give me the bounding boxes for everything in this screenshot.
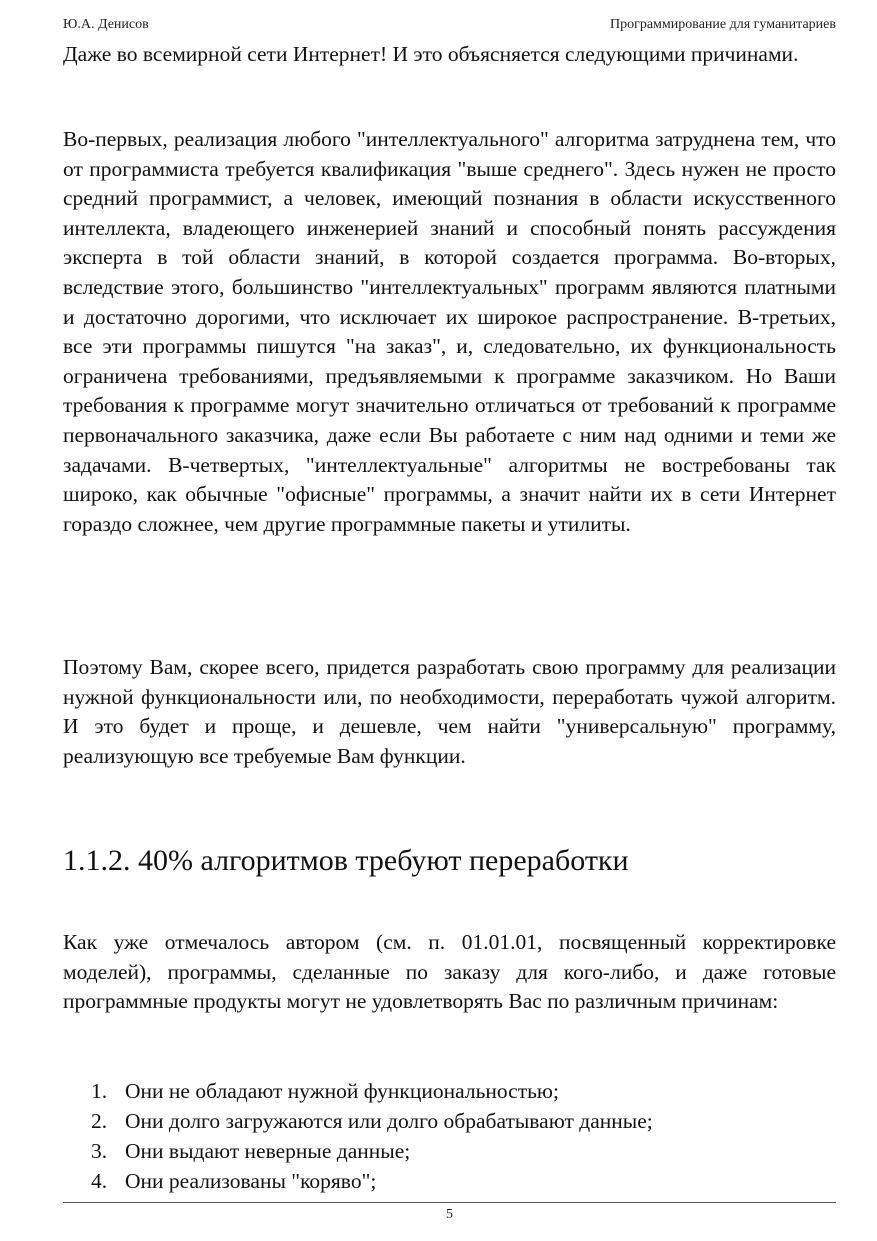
paragraph-reasons: Во-первых, реализация любого "интеллектуального" алгоритма затруднена тем, что от программиста требуется квалификация "выше среднего". Здесь нужен не просто средний программист, а человек, имеющий познания в области искусственного интеллекта, владеющего инженерией знаний и способный понять рассуждения эксперта в той области знаний, в которой создается программа. Во-вторых, вследствие этого, большинство "интеллектуальных" программ являются платными и достаточно дорогими, что исключает их широкое распространение. В-третьих, все эти программы пишутся "на заказ", и, следовательно, их функциональность ограничена требованиями, предъявляемыми к программе заказчиком. Но Ваши требования к программе могут значительно отличаться от требований к программе первоначального заказчика, даже если Вы работаете с ним над одними и теми же задачами. В-четвертых, "интеллектуальные" алгоритмы не востребованы так широко, как обычные "офисные" программы, а значит найти их в сети Интернет гораздо сложнее, чем другие программные пакеты и утилиты. [63,127,836,536]
reasons-list [63,1076,836,1196]
list-item [63,1136,836,1166]
list-item-text: Они не обладают нужной функциональностью; [125,1079,559,1103]
list-item [63,1106,836,1136]
paragraph-intro: Даже во всемирной сети Интернет! И это объясняется следующими причинами. [63,42,799,66]
page-number: 5 [446,1207,453,1222]
header-author: Ю.А. Денисов [63,17,149,32]
list-item-text: Они реализованы "коряво"; [125,1169,377,1193]
section-heading: 1.1.2. 40% алгоритмов требуют переработки [63,844,629,877]
list-item-text: Они долго загружаются или долго обрабатывают данные; [125,1109,653,1133]
paragraph-conclusion: Поэтому Вам, скорее всего, придется разработать свою программу для реализации нужной функциональности или, по необходимости, переработать чужой алгоритм. И это будет и проще, и дешевле, чем найти "универсальную" программу, реализующую все требуемые Вам функции. [63,655,836,768]
footer-divider [63,1202,836,1203]
header-book-title: Программирование для гуманитариев [609,17,836,32]
document-page [63,0,836,1241]
list-item-number: 1. [91,1079,108,1103]
running-header [63,16,836,34]
list-item-number: 4. [91,1169,108,1193]
list-item-number: 2. [91,1109,108,1133]
list-item [63,1076,836,1106]
list-item-number: 3. [91,1139,108,1163]
paragraph-section-intro: Как уже отмечалось автором (см. п. 01.01.01, посвященный корректировке моделей), программы, сделанные по заказу для кого-либо, и даже готовые программные продукты могут не удовлетворять Вас по различным причинам: [63,930,836,1014]
list-item [63,1166,836,1196]
list-item-text: Они выдают неверные данные; [125,1139,411,1163]
